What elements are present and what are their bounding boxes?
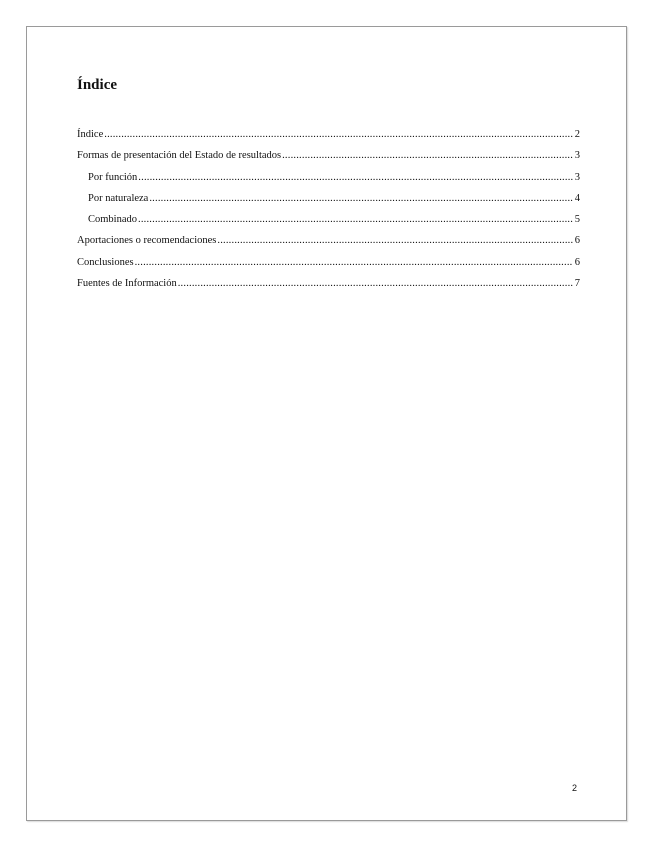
toc-entry-fuentes[interactable] bbox=[77, 273, 580, 294]
toc-entry-page: 4 bbox=[574, 192, 580, 204]
toc-dot-leader bbox=[104, 124, 573, 145]
toc-heading: Índice bbox=[77, 77, 118, 93]
toc-entry-page: 7 bbox=[574, 278, 580, 290]
toc-entry-conclusiones[interactable] bbox=[77, 252, 580, 273]
toc-dot-leader bbox=[149, 188, 572, 209]
toc-entry-page: 3 bbox=[574, 150, 580, 162]
table-of-contents bbox=[77, 124, 580, 294]
toc-entry-aportaciones[interactable] bbox=[77, 230, 580, 251]
toc-entry-formas-de-presentacion[interactable] bbox=[77, 145, 580, 166]
toc-dot-leader bbox=[178, 273, 573, 294]
toc-dot-leader bbox=[282, 145, 573, 166]
toc-entry-label: Formas de presentación del Estado de resultados bbox=[77, 150, 282, 162]
toc-dot-leader bbox=[217, 230, 572, 251]
toc-entry-por-funcion[interactable] bbox=[77, 167, 580, 188]
toc-entry-page: 5 bbox=[574, 214, 580, 226]
toc-entry-label: Por función bbox=[88, 171, 138, 183]
toc-entry-combinado[interactable] bbox=[77, 209, 580, 230]
toc-entry-label: Por naturaleza bbox=[88, 192, 149, 204]
toc-entry-label: Índice bbox=[77, 129, 104, 140]
toc-entry-por-naturaleza[interactable] bbox=[77, 188, 580, 209]
toc-entry-label: Fuentes de Información bbox=[77, 278, 177, 290]
toc-entry-indice[interactable] bbox=[77, 124, 580, 145]
toc-entry-page: 3 bbox=[574, 171, 580, 183]
toc-dot-leader bbox=[135, 252, 573, 273]
toc-entry-label: Conclusiones bbox=[77, 256, 134, 268]
toc-entry-page: 6 bbox=[574, 256, 580, 268]
document-page bbox=[26, 26, 627, 821]
toc-entry-label: Combinado bbox=[88, 214, 137, 226]
toc-dot-leader bbox=[138, 209, 573, 230]
toc-entry-label: Aportaciones o recomendaciones bbox=[77, 235, 217, 247]
page-number: 2 bbox=[572, 783, 578, 793]
toc-entry-page: 6 bbox=[574, 235, 580, 247]
toc-entry-page: 2 bbox=[574, 129, 580, 140]
toc-dot-leader bbox=[138, 167, 572, 188]
